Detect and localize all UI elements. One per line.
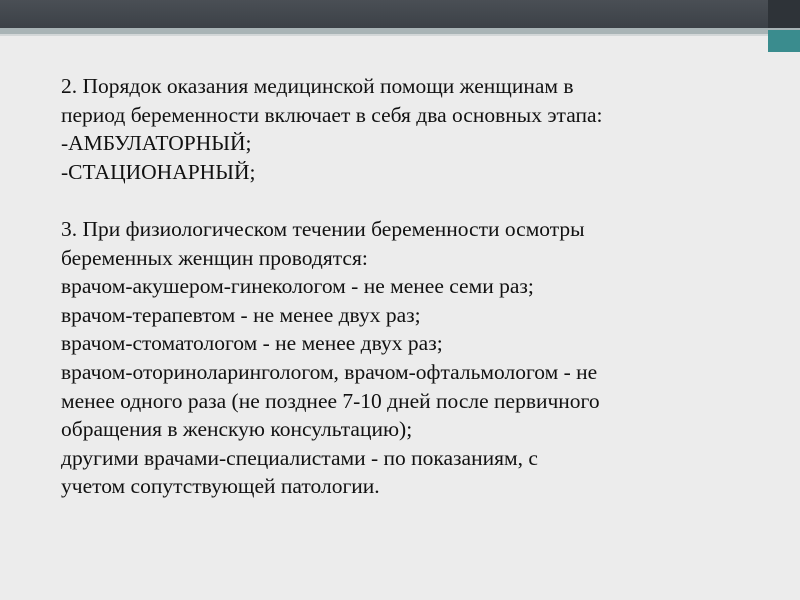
slide-content (61, 72, 761, 501)
top-bar (0, 0, 800, 28)
text-line: период беременности включает в себя два основных этапа: (61, 102, 603, 127)
paragraph-spacer (61, 186, 761, 215)
text-line: врачом-терапевтом - не менее двух раз; (61, 302, 421, 327)
text-line: учетом сопутствующей патологии. (61, 474, 380, 499)
text-line: 3. При физиологическом течении беременности осмотры (61, 216, 585, 241)
text-line: 2. Порядок оказания медицинской помощи женщинам в (61, 74, 574, 98)
text-line: менее одного раза (не позднее 7-10 дней после первичного (61, 388, 600, 413)
text-line: обращения в женскую консультацию); (61, 417, 413, 442)
text-line: врачом-стоматологом - не менее двух раз; (61, 331, 443, 356)
text-line: -АМБУЛАТОРНЫЙ; (61, 131, 252, 156)
text-line: врачом-акушером-гинекологом - не менее семи раз; (61, 274, 534, 299)
corner-dark-block (768, 0, 800, 28)
text-line: другими врачами-специалистами - по показаниям, с (61, 445, 538, 470)
corner-teal-block (768, 30, 800, 52)
text-line: -СТАЦИОНАРНЫЙ; (61, 159, 256, 184)
text-line: врачом-оториноларингологом, врачом-офтальмологом - не (61, 359, 598, 384)
top-bar-divider (0, 34, 800, 36)
text-line: беременных женщин проводятся: (61, 245, 368, 270)
